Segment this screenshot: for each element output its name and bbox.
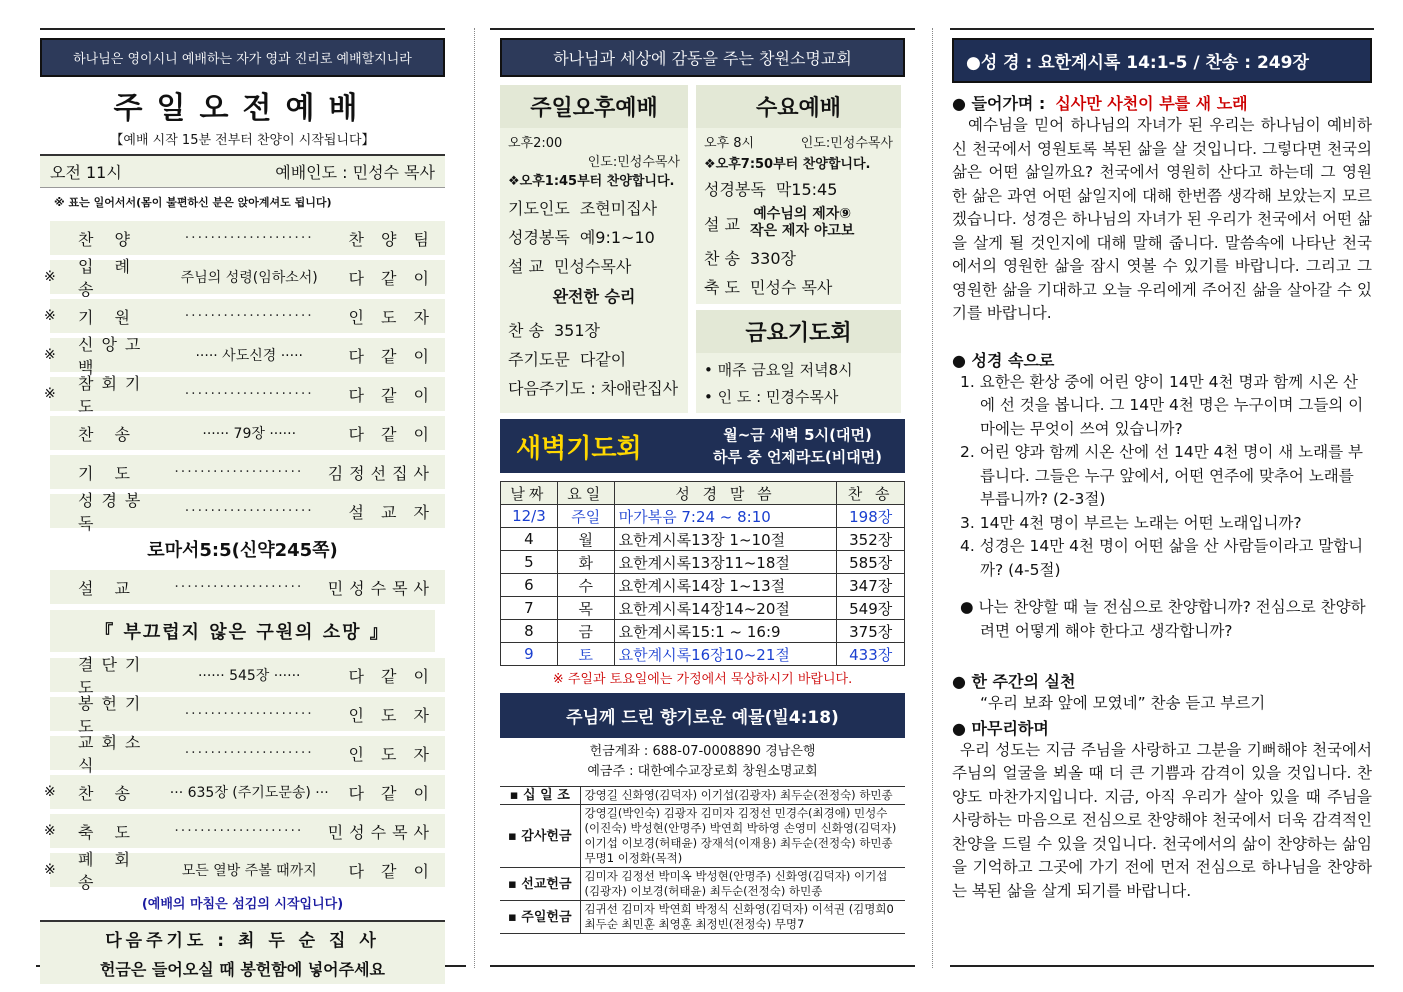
- services-grid: [500, 85, 905, 413]
- value: 351장: [554, 321, 600, 340]
- schedule-row: [501, 620, 905, 643]
- label: 주기도문: [508, 350, 570, 369]
- weekday-services: [696, 85, 901, 413]
- value: 막15:45: [775, 180, 838, 199]
- schedule-header: 성 경 말 씀: [614, 482, 837, 505]
- passage: 요한계시록13장11~18절: [614, 551, 837, 574]
- stand-mark: ※: [44, 347, 56, 363]
- order-person: 다 같 이: [348, 783, 435, 803]
- label: 찬 송: [508, 321, 544, 340]
- column-separator-1: [474, 28, 475, 968]
- order-person: 민성수목사: [327, 822, 435, 842]
- order-item: [50, 655, 445, 697]
- services-column: [500, 38, 905, 934]
- order-list-1: [40, 221, 445, 533]
- leader-dots: ····················: [174, 823, 304, 839]
- offering-banner: 주님께 드린 향기로운 예물(빌4:18): [500, 693, 905, 738]
- passage: 요한계시록13장 1~10절: [614, 528, 837, 551]
- afternoon-next: 다음주기도 : 차애란집사: [508, 379, 679, 398]
- value: 다같이: [579, 350, 627, 369]
- order-item: [44, 374, 445, 416]
- offering-row: [500, 787, 905, 805]
- date: 8: [501, 620, 558, 643]
- schedule-header: 찬 송: [837, 482, 905, 505]
- order-label: 찬 양: [78, 229, 138, 249]
- intro-label: ● 들어가며 :: [952, 94, 1046, 113]
- closing-paragraph: 우리 성도는 지금 주님을 사랑하고 그분을 기뻐해야 천국에서 주님의 얼굴을 뵈올 때 더 큰 기쁨과 감격이 있을 것입니다. 찬양도 마찬가지입니다. 지금, 아직 우리가 살아 있을 때 주님을 사랑하는 마음으로 전심으로 찬양해야 천국에서 더욱 감격적인 찬양을 드릴 수 있을 것입니다. 천국에서의 삶이 찬양하는 삶임을 기억하고 그곳에 가기 전에 먼저 전심으로 하나님을 찬양하는 복된 삶을 살게 되기를 바랍니다.: [952, 740, 1372, 900]
- stand-mark: ※: [44, 823, 56, 839]
- time-bar: [40, 154, 445, 188]
- stand-mark: ※: [44, 784, 56, 800]
- order-person: 민성수목사: [327, 578, 435, 598]
- value: 조현미집사: [579, 199, 658, 218]
- passage: 요한계시록16장10~21절: [614, 643, 837, 666]
- reading-schedule-table: [500, 481, 905, 666]
- account-holder: 예금주 : 대한예수교장로회 창원소명교회: [587, 764, 818, 779]
- account-info: [500, 742, 905, 782]
- schedule-row: [501, 505, 905, 528]
- order-person: 인 도 자: [348, 705, 435, 725]
- schedule-header: 날짜: [501, 482, 558, 505]
- practice-text: “우리 보좌 앞에 모였네” 찬송 듣고 부르기: [980, 694, 1266, 712]
- column-separator-2: [932, 28, 933, 968]
- friday-service: [696, 310, 901, 413]
- schedule-row: [501, 574, 905, 597]
- order-item: [44, 257, 445, 299]
- order-item: [44, 335, 445, 377]
- order-label: 참회기도: [78, 374, 149, 416]
- top-rule-1: [40, 28, 445, 30]
- order-item: [50, 733, 445, 775]
- order-person: 다 같 이: [348, 861, 435, 881]
- hymn: 433장: [837, 643, 905, 666]
- dawn-title: 새벽기도회: [516, 433, 642, 464]
- weekday: 화: [557, 551, 614, 574]
- order-person: 김정선집사: [327, 463, 435, 483]
- order-item: [50, 221, 445, 255]
- hymn: 375장: [837, 620, 905, 643]
- offering-names: 강영길(박인숙) 김광자 김미자 김정선 민경수(최경애) 민성수(이진숙) 박성현(안명주) 박연희 박하영 손영미 신화영(김덕자) 이기섭 이보경(허태윤) 장재석(이재용) 최두순(전정숙) 하민종 무명1 이정화(목적): [580, 805, 905, 868]
- offering-note: 헌금은 들어오실 때 봉헌함에 넣어주세요: [40, 955, 445, 984]
- order-label: 봉헌기도: [78, 694, 149, 736]
- intro-heading: [952, 91, 1372, 114]
- date: 9: [501, 643, 558, 666]
- weekday: 주일: [557, 505, 614, 528]
- afternoon-time: 오후2:00: [508, 136, 563, 151]
- service-row: [500, 193, 688, 222]
- next-prayer: 다음주기도 : 최 두 순 집 사: [40, 920, 445, 955]
- study-question: 2. 어린 양과 함께 시온 산에 선 14만 4천 명이 새 노래를 부릅니다. 그들은 누구 앞에서, 어떤 연주에 맞추어 노래를 부릅니까? (2-3절): [960, 443, 1363, 508]
- scripture-banner: 하나님은 영이시니 예배하는 자가 영과 진리로 예배할지니라: [40, 38, 445, 77]
- account-number: 헌금계좌 : 688-07-0008890 경남은행: [589, 744, 816, 759]
- order-item: [44, 850, 445, 892]
- bible-bar: ●성 경 : 요한계시록 14:1-5 / 찬송 : 249장: [952, 38, 1372, 83]
- study-question: 1. 요한은 환상 중에 어린 양이 14만 4천 명과 함께 시온 산에 선 것을 봅니다. 그 14만 4천 명은 누구이며 그들의 이마에는 무엇이 쓰여 있습니까?: [960, 372, 1364, 438]
- stand-mark: ※: [44, 308, 56, 324]
- friday-title: 금요기도회: [696, 310, 901, 353]
- offering-body: [500, 787, 905, 934]
- schedule-row: [501, 643, 905, 666]
- sermon-title: 『 부끄럽지 않은 구원의 소망 』: [50, 610, 435, 652]
- hymn: 198장: [837, 505, 905, 528]
- offering-table: [500, 786, 905, 934]
- leader-dots: ····················: [184, 308, 314, 324]
- order-person: 다 같 이: [348, 268, 435, 288]
- wednesday-time: 오후 8시: [704, 136, 755, 151]
- wednesday-title: 수요예배: [696, 85, 901, 128]
- weekday: 토: [557, 643, 614, 666]
- value: 민성수 목사: [750, 278, 833, 297]
- practice-heading: ● 한 주간의 실천: [952, 672, 1076, 691]
- offering-names: 김귀선 김미자 박연희 박정식 신화영(김덕자) 이석권 (김명희0 최두순 최민훈 최영훈 최정빈(전정숙) 무명7: [580, 901, 905, 934]
- order-label: 폐 회 송: [78, 850, 138, 892]
- afternoon-rows: [500, 193, 688, 280]
- sermon-line-1: 예수님의 제자⑨: [753, 206, 852, 222]
- leader-dots: ····················: [174, 579, 304, 595]
- order-person: 다 같 이: [348, 385, 435, 405]
- leader-dots: ····················: [184, 706, 314, 722]
- order-detail: ······ 79장 ······: [202, 426, 297, 442]
- label: 기도인도: [508, 199, 570, 218]
- wednesday-leader: 인도:민성수목사: [800, 136, 893, 151]
- order-person: 찬 양 팀: [348, 229, 435, 249]
- offering-type: ▪ 십 일 조: [500, 787, 580, 805]
- order-item: [44, 299, 445, 333]
- wednesday-hymn: [696, 243, 901, 272]
- service-leader: 예배인도 : 민성수 목사: [275, 163, 435, 182]
- dawn-line-1: 월~금 새벽 5시(대면): [723, 426, 872, 444]
- passage: 요한계시록14장 1~13절: [614, 574, 837, 597]
- leader-dots: ····················: [174, 464, 304, 480]
- inside-heading: ● 성경 속으로: [952, 350, 1055, 370]
- order-person: 다 같 이: [348, 424, 435, 444]
- dawn-line-2: 하루 중 언제라도(비대면): [712, 448, 883, 466]
- stand-mark: ※: [44, 386, 56, 402]
- wednesday-praise: ❖오후7:50부터 찬양합니다.: [704, 157, 871, 172]
- order-person: 다 같 이: [348, 666, 435, 686]
- dawn-times: [690, 424, 905, 468]
- afternoon-praise: ❖오후1:45부터 찬양합니다.: [508, 174, 675, 189]
- hymn: 585장: [837, 551, 905, 574]
- order-label: 결단기도: [78, 655, 149, 697]
- order-person: 설 교 자: [348, 502, 435, 522]
- order-detail: 주님의 성령(임하소서): [180, 270, 318, 286]
- afternoon-leader: 인도:민성수목사: [587, 155, 680, 170]
- offering-names: 김미자 김정선 박미옥 박성현(안명주) 신화영(김덕자) 이기섭(김광자) 이보경(허태윤) 최두순(전정숙) 하민종: [580, 868, 905, 901]
- wednesday-meta: [696, 128, 901, 151]
- order-list-2: [40, 570, 445, 604]
- start-note: 【예배 시작 15분 전부터 찬양이 시작됩니다】: [110, 133, 375, 148]
- order-list-3: [40, 655, 445, 892]
- date: 6: [501, 574, 558, 597]
- order-detail: ······ 545장 ······: [197, 668, 301, 684]
- afternoon-service: [500, 85, 688, 413]
- label: 설 교: [508, 257, 544, 276]
- leader-dots: ····················: [184, 503, 314, 519]
- church-banner: 하나님과 세상에 감동을 주는 창원소명교회: [500, 38, 905, 77]
- value: [750, 206, 854, 240]
- label: 설 교: [704, 214, 740, 234]
- sermon-line-2: 작은 제자 야고보: [750, 223, 855, 239]
- stand-mark: ※: [44, 862, 56, 878]
- order-item: [50, 455, 445, 489]
- afternoon-sermon: 완전한 승리: [552, 287, 636, 306]
- order-item: [50, 416, 445, 450]
- stand-mark: ※: [44, 269, 56, 285]
- order-label: 축 도: [78, 822, 138, 842]
- order-label: 신앙고백: [78, 335, 149, 377]
- schedule-body: [501, 505, 905, 666]
- top-rule-2: [490, 28, 915, 30]
- wednesday-service: [696, 85, 901, 304]
- order-label: 찬 송: [78, 783, 138, 803]
- hymn: 347장: [837, 574, 905, 597]
- offering-row: [500, 868, 905, 901]
- order-label: 기 도: [78, 463, 138, 483]
- service-row: [500, 315, 688, 344]
- order-label: 성경봉독: [78, 491, 149, 533]
- order-item: [50, 694, 445, 736]
- leader-dots: ····················: [184, 230, 314, 246]
- offering-type: ▪ 주일헌금: [500, 901, 580, 934]
- order-item: [50, 570, 445, 604]
- service-row: [500, 222, 688, 251]
- bottom-rule-2: [490, 965, 915, 967]
- service-row: [500, 251, 688, 280]
- end-note: (예배의 마침은 섬김의 시작입니다): [141, 897, 344, 912]
- order-person: 인 도 자: [348, 307, 435, 327]
- schedule-note: ※ 주일과 토요일에는 가정에서 묵상하시기 바랍니다.: [552, 672, 853, 687]
- leader-dots: ····················: [184, 745, 314, 761]
- afternoon-rows-2: [500, 315, 688, 373]
- value: 민성수목사: [554, 257, 632, 276]
- study-question: 4. 성경은 14만 4천 명이 어떤 삶을 산 사람들이라고 말합니까? (4-5절): [960, 537, 1364, 579]
- order-detail: ····· 사도신경 ·····: [195, 348, 303, 364]
- label: 축 도: [704, 278, 740, 297]
- leader-dots: ····················: [184, 386, 314, 402]
- passage: 마가복음 7:24 ~ 8:10: [614, 505, 837, 528]
- intro-paragraph: 예수님을 믿어 하나님의 자녀가 된 우리는 하나님이 예비하신 천국에서 영원토록 복된 삶을 살 것입니다. 그렇다면 천국의 삶은 어떤 삶일까요? 천국에서 영원히 산다고 하는데 그 영원한 삶은 과연 어떤 삶일지에 대해 한번쯤 생각해 보았는지 모르겠습니다. 성경은 하나님의 자녀가 된 우리가 천국에서 어떤 삶을 살게 될 것인지에 대해 말해 줍니다. 말씀속에 나타난 천국에서의 영원한 삶을 잠시 엿볼 수 있기를 바랍니다. 그리고 그 영원한 삶을 기대하고 오늘 우리에게 주어진 삶을 살아갈 수 있기를 바랍니다.: [952, 116, 1372, 322]
- value: 330장: [750, 249, 796, 268]
- label: 찬 송: [704, 249, 740, 268]
- study-question: 3. 14만 4천 명이 부르는 노래는 어떤 노래입니까?: [960, 513, 1302, 532]
- date: 12/3: [501, 505, 558, 528]
- offering-type: ▪ 감사헌금: [500, 805, 580, 868]
- weekday: 금: [557, 620, 614, 643]
- offering-row: [500, 901, 905, 934]
- order-person: 다 같 이: [348, 346, 435, 366]
- order-person: 인 도 자: [348, 744, 435, 764]
- bible-study-column: [952, 38, 1372, 903]
- schedule-header-row: [501, 482, 905, 505]
- question-list: [952, 371, 1372, 583]
- bottom-rule-3: [950, 965, 1374, 967]
- afternoon-title: 주일오후예배: [500, 85, 688, 128]
- offering-names: 강영길 신화영(김덕자) 이기섭(김광자) 최두순(전정숙) 하민종: [580, 787, 905, 805]
- offering-type: ▪ 선교헌금: [500, 868, 580, 901]
- order-label: 입 례 송: [78, 257, 138, 299]
- schedule-header: 요일: [557, 482, 614, 505]
- date: 5: [501, 551, 558, 574]
- hymn: 352장: [837, 528, 905, 551]
- offering-row: [500, 805, 905, 868]
- label: 성경봉독: [704, 180, 766, 199]
- service-time: 오전 11시: [50, 163, 122, 182]
- stand-note: ※ 표는 일어서서(몸이 불편하신 분은 앉아계셔도 됩니다): [54, 196, 332, 209]
- schedule-row: [501, 528, 905, 551]
- morning-service-column: [40, 38, 445, 984]
- passage: 요한계시록15:1 ~ 16:9: [614, 620, 837, 643]
- weekday: 월: [557, 528, 614, 551]
- value: 예9:1~10: [579, 228, 655, 247]
- scripture-reference: 로마서5:5(신약245쪽): [147, 540, 338, 561]
- intro-title: 십사만 사천이 부를 새 노래: [1055, 94, 1248, 113]
- wednesday-reading: [696, 174, 901, 203]
- page-title: 주일오전예배: [113, 91, 372, 126]
- top-rule-3: [950, 28, 1374, 30]
- date: 7: [501, 597, 558, 620]
- friday-line-1: • 매주 금요일 저녁8시: [704, 361, 853, 379]
- date: 4: [501, 528, 558, 551]
- order-label: 교회소식: [78, 733, 149, 775]
- label: 성경봉독: [508, 228, 570, 247]
- order-item: [44, 814, 445, 848]
- hymn: 549장: [837, 597, 905, 620]
- closing-heading: ● 마무리하며: [952, 718, 1049, 738]
- order-item: [44, 775, 445, 809]
- order-detail: 모든 열방 주볼 때까지: [181, 863, 317, 879]
- order-label: 기 원: [78, 307, 138, 327]
- dawn-prayer-banner: [500, 419, 905, 473]
- wednesday-sermon: [696, 203, 901, 243]
- order-label: 설 교: [78, 578, 138, 598]
- order-detail: ··· 635장 (주기도문송) ···: [169, 785, 329, 801]
- schedule-row: [501, 551, 905, 574]
- order-item: [50, 491, 445, 533]
- passage: 요한계시록14장14~20절: [614, 597, 837, 620]
- order-label: 찬 송: [78, 424, 138, 444]
- weekday: 수: [557, 574, 614, 597]
- schedule-row: [501, 597, 905, 620]
- reflection-question: ● 나는 찬양할 때 늘 전심으로 찬양합니까? 전심으로 찬양하려면 어떻게 해야 한다고 생각합니까?: [960, 598, 1366, 640]
- friday-line-2: • 인 도 : 민경수목사: [704, 388, 839, 406]
- wednesday-blessing: [696, 272, 901, 304]
- weekday: 목: [557, 597, 614, 620]
- service-row: [500, 344, 688, 373]
